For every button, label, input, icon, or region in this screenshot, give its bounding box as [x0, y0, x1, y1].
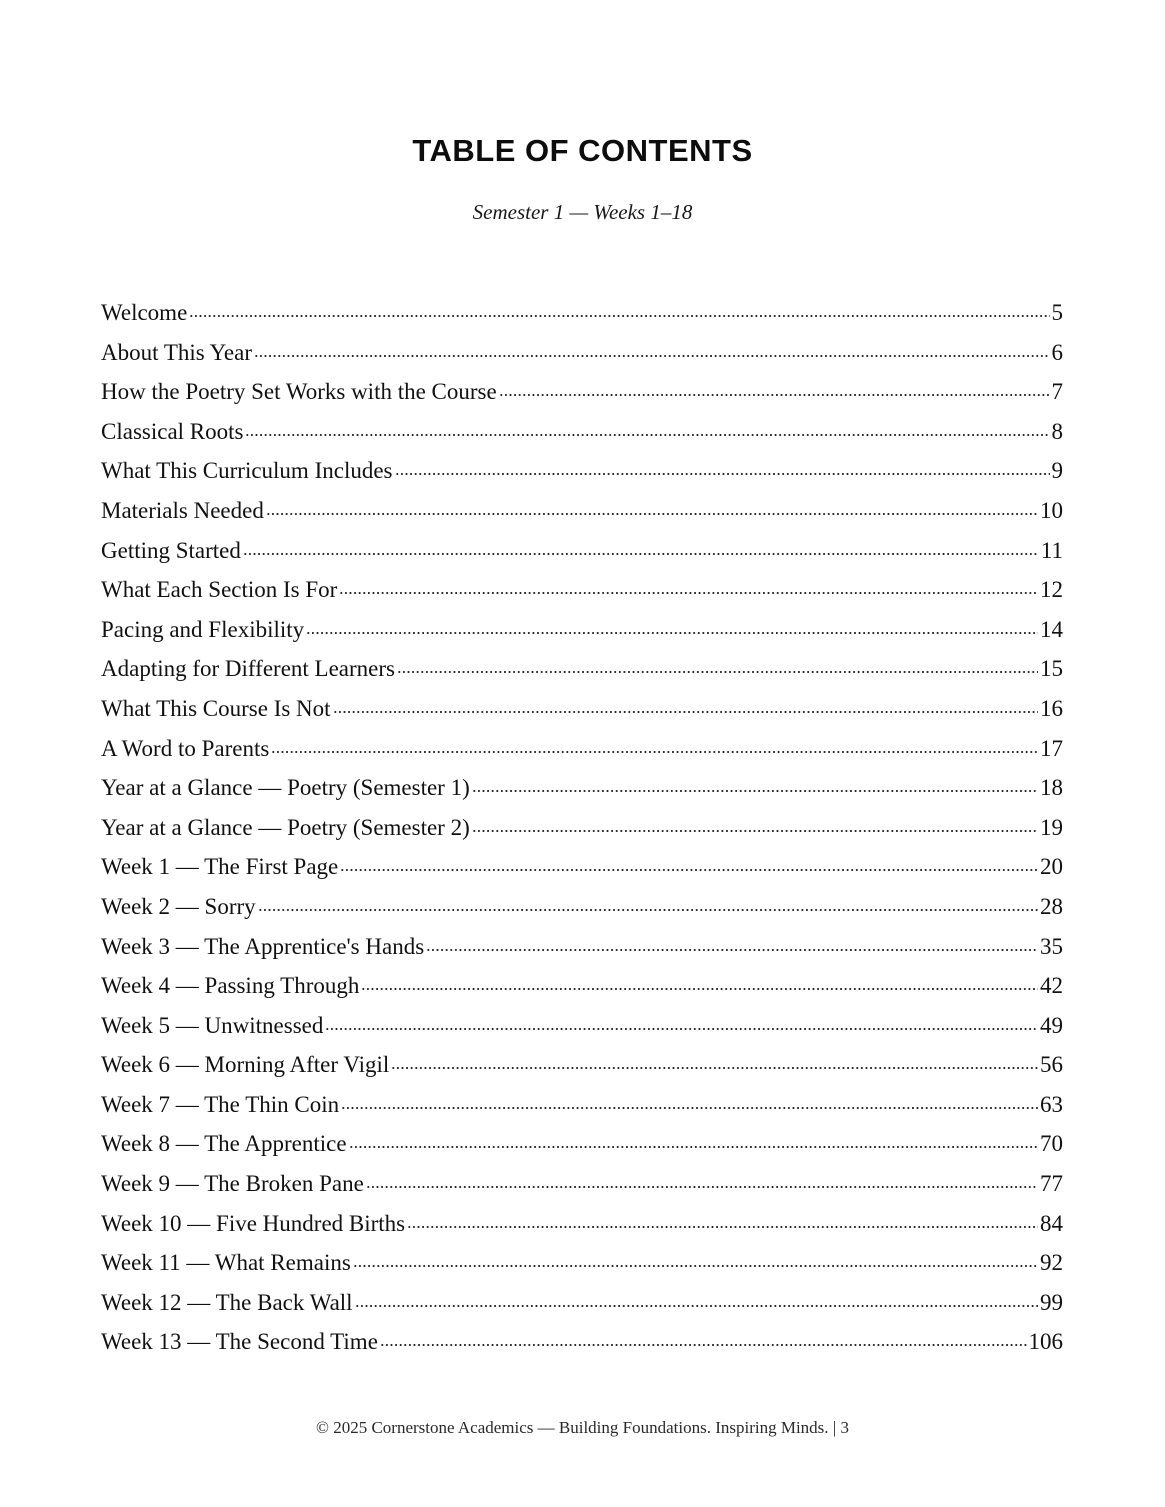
toc-entry-label: Week 6 — Morning After Vigil: [101, 1052, 390, 1078]
toc-entry-page-number: 19: [1040, 814, 1063, 840]
toc-entry-page-number: 63: [1040, 1091, 1063, 1117]
toc-entry-label: Week 5 — Unwitnessed: [101, 1012, 324, 1038]
toc-entry-page-number: 9: [1051, 458, 1063, 484]
toc-entry-label: Week 11 — What Remains: [101, 1250, 351, 1276]
toc-entry-page-number: 12: [1040, 577, 1063, 603]
toc-entry-page-number: 14: [1040, 616, 1063, 642]
toc-entry-label: Week 12 — The Back Wall: [101, 1289, 353, 1315]
toc-entry-page-number: 42: [1040, 973, 1063, 999]
toc-entry-page-number: 99: [1040, 1289, 1063, 1315]
toc-entry[interactable]: [101, 656, 1063, 696]
toc-entry[interactable]: [101, 934, 1063, 974]
toc-entry-label: Week 9 — The Broken Pane: [101, 1171, 364, 1197]
toc-entry-page-number: 11: [1040, 537, 1063, 563]
toc-entry-page-number: 35: [1040, 933, 1063, 959]
dot-leader: [397, 670, 1038, 674]
dot-leader: [353, 1264, 1038, 1268]
dot-leader: [407, 1225, 1038, 1229]
toc-entry[interactable]: [101, 1131, 1063, 1171]
toc-entry[interactable]: [101, 300, 1063, 340]
dot-leader: [333, 710, 1038, 714]
toc-entry-label: Year at a Glance — Poetry (Semester 2): [101, 814, 470, 840]
toc-entry-page-number: 20: [1040, 854, 1063, 880]
page-title: TABLE OF CONTENTS: [412, 133, 753, 168]
dot-leader: [306, 631, 1038, 635]
toc-entry-label: What This Curriculum Includes: [101, 458, 393, 484]
toc-entry[interactable]: [101, 736, 1063, 776]
dot-leader: [243, 552, 1039, 556]
toc-entry[interactable]: [101, 894, 1063, 934]
toc-entry-label: How the Poetry Set Works with the Course: [101, 379, 497, 405]
toc-entry-label: Pacing and Flexibility: [101, 616, 305, 642]
dot-leader: [245, 433, 1049, 437]
toc-entry-page-number: 92: [1040, 1250, 1063, 1276]
dot-leader: [189, 314, 1049, 318]
toc-entry-page-number: 18: [1040, 775, 1063, 801]
toc-entry[interactable]: [101, 1171, 1063, 1211]
dot-leader: [325, 1027, 1038, 1031]
dot-leader: [355, 1304, 1038, 1308]
toc-entry-label: Classical Roots: [101, 418, 244, 444]
dot-leader: [341, 1106, 1038, 1110]
toc-entry-page-number: 77: [1040, 1171, 1063, 1197]
dot-leader: [339, 591, 1038, 595]
toc-entry-page-number: 56: [1040, 1052, 1063, 1078]
dot-leader: [380, 1343, 1027, 1347]
toc-entry[interactable]: [101, 1052, 1063, 1092]
toc-entry[interactable]: [101, 498, 1063, 538]
dot-leader: [472, 789, 1038, 793]
toc-entry-label: Week 4 — Passing Through: [101, 973, 360, 999]
toc-entry-page-number: 17: [1040, 735, 1063, 761]
dot-leader: [254, 354, 1049, 358]
toc-entry-label: Materials Needed: [101, 497, 264, 523]
toc-entry-page-number: 28: [1040, 893, 1063, 919]
toc-entry[interactable]: [101, 1092, 1063, 1132]
toc-entry-page-number: 70: [1040, 1131, 1063, 1157]
toc-entry[interactable]: [101, 617, 1063, 657]
toc-entry-label: Getting Started: [101, 537, 241, 563]
toc-entry-page-number: 6: [1051, 339, 1063, 365]
table-of-contents: [101, 300, 1063, 1369]
toc-entry[interactable]: [101, 1211, 1063, 1251]
dot-leader: [258, 908, 1038, 912]
toc-entry-label: Welcome: [101, 300, 188, 325]
toc-entry-label: Week 7 — The Thin Coin: [101, 1091, 340, 1117]
toc-entry[interactable]: [101, 973, 1063, 1013]
toc-entry[interactable]: [101, 1329, 1063, 1369]
toc-entry-label: Week 8 — The Apprentice: [101, 1131, 347, 1157]
toc-entry-label: What Each Section Is For: [101, 577, 338, 603]
toc-entry[interactable]: [101, 379, 1063, 419]
dot-leader: [361, 987, 1038, 991]
dot-leader: [426, 948, 1038, 952]
dot-leader: [349, 1145, 1038, 1149]
dot-leader: [472, 829, 1038, 833]
toc-entry-label: Week 13 — The Second Time: [101, 1329, 378, 1355]
toc-entry-page-number: 84: [1040, 1210, 1063, 1236]
toc-entry-label: Adapting for Different Learners: [101, 656, 395, 682]
toc-entry[interactable]: [101, 577, 1063, 617]
toc-entry[interactable]: [101, 538, 1063, 578]
toc-entry-page-number: 8: [1051, 418, 1063, 444]
dot-leader: [266, 512, 1038, 516]
toc-entry[interactable]: [101, 419, 1063, 459]
page-footer: © 2025 Cornerstone Academics — Building Foundations. Inspiring Minds. | 3: [316, 1418, 849, 1437]
toc-entry-page-number: 15: [1040, 656, 1063, 682]
toc-entry[interactable]: [101, 696, 1063, 736]
toc-entry[interactable]: [101, 458, 1063, 498]
toc-entry-page-number: 7: [1051, 379, 1063, 405]
toc-entry-label: Week 3 — The Apprentice's Hands: [101, 933, 425, 959]
dot-leader: [395, 472, 1050, 476]
toc-entry-page-number: 49: [1040, 1012, 1063, 1038]
toc-entry[interactable]: [101, 1250, 1063, 1290]
toc-entry-label: A Word to Parents: [101, 735, 270, 761]
toc-entry-label: Week 10 — Five Hundred Births: [101, 1210, 406, 1236]
toc-entry[interactable]: [101, 854, 1063, 894]
dot-leader: [340, 868, 1038, 872]
toc-entry[interactable]: [101, 815, 1063, 855]
toc-entry-label: Week 1 — The First Page: [101, 854, 339, 880]
toc-entry-label: Year at a Glance — Poetry (Semester 1): [101, 775, 470, 801]
toc-entry-page-number: 5: [1051, 300, 1063, 325]
dot-leader: [271, 750, 1038, 754]
dot-leader: [391, 1066, 1038, 1070]
toc-entry[interactable]: [101, 1290, 1063, 1330]
toc-entry-label: Week 2 — Sorry: [101, 893, 256, 919]
toc-entry[interactable]: [101, 775, 1063, 815]
toc-entry-page-number: 10: [1040, 497, 1063, 523]
toc-entry[interactable]: [101, 1013, 1063, 1053]
toc-entry-label: About This Year: [101, 339, 253, 365]
toc-entry-page-number: 16: [1040, 695, 1063, 721]
dot-leader: [366, 1185, 1038, 1189]
dot-leader: [499, 393, 1050, 397]
toc-entry[interactable]: [101, 340, 1063, 380]
toc-entry-page-number: 106: [1028, 1329, 1063, 1355]
page-subtitle: Semester 1 — Weeks 1–18: [472, 200, 693, 224]
toc-entry-label: What This Course Is Not: [101, 695, 331, 721]
